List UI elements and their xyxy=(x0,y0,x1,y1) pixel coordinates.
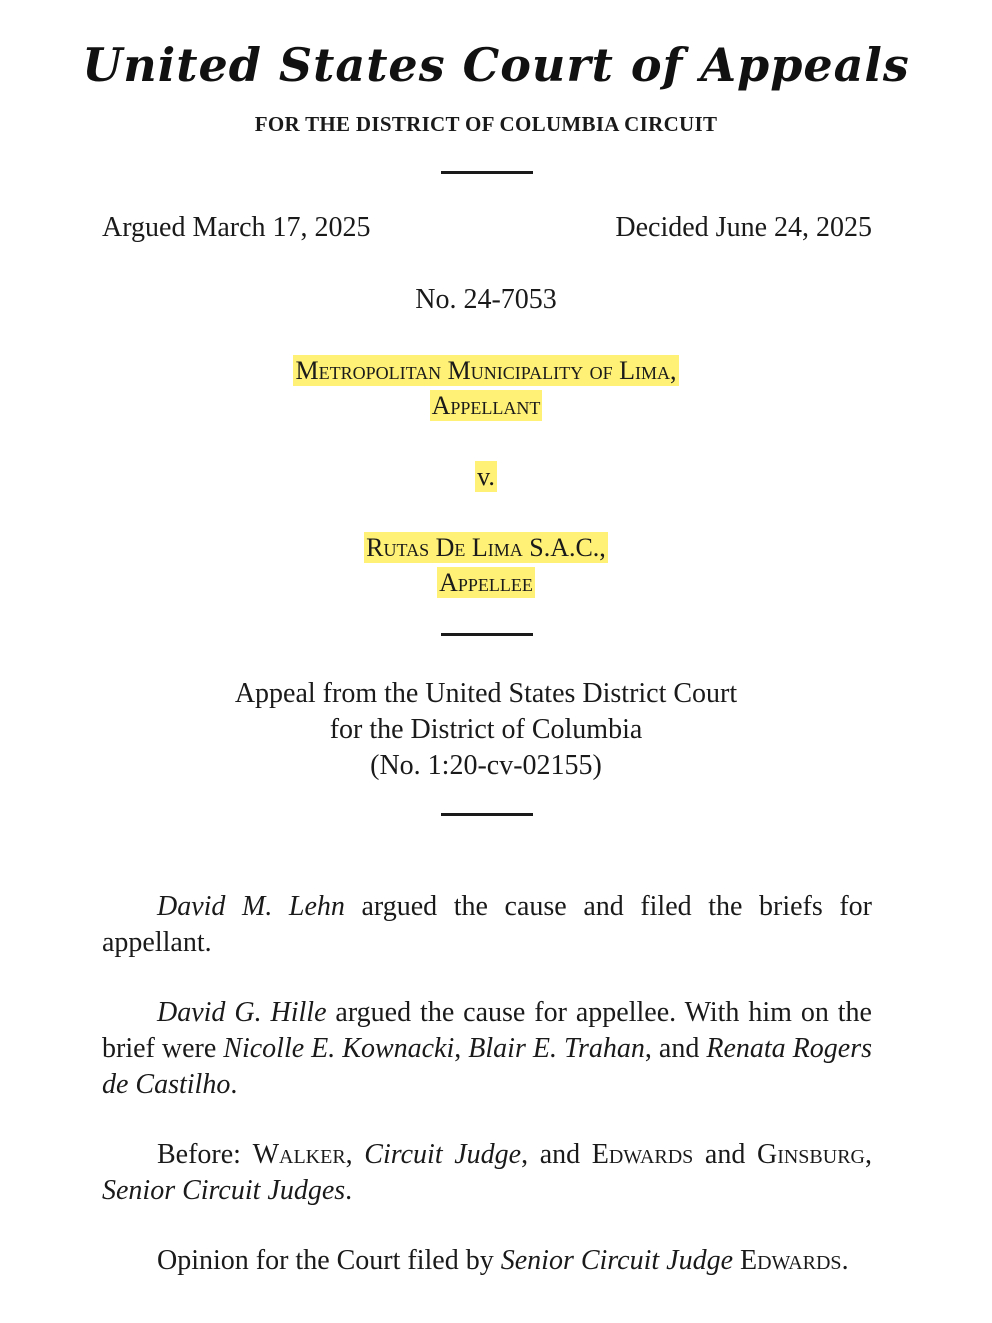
judge-title: Senior Circuit Judges xyxy=(102,1175,346,1206)
attorney-name: Nicolle E. Kownacki xyxy=(223,1033,455,1064)
separator xyxy=(733,1245,740,1276)
versus-line xyxy=(0,462,972,492)
appellee-name-line xyxy=(0,533,972,563)
paragraph-text: argued the cause and filed the briefs for appellant. xyxy=(102,891,872,958)
court-title: United States Court of Appeals xyxy=(82,38,910,92)
separator: , and xyxy=(644,1033,707,1064)
judge-name: Ginsburg xyxy=(756,1139,865,1170)
separator: , xyxy=(865,1139,872,1170)
appellant-name-line xyxy=(0,356,972,386)
appellant-counsel-paragraph xyxy=(102,889,872,961)
decided-date: Decided June 24, 2025 xyxy=(615,212,872,243)
appeal-source xyxy=(0,676,972,784)
appellee-name: Rutas De Lima S.A.C., xyxy=(366,533,606,562)
judge-name: Edwards xyxy=(740,1245,842,1276)
attorney-name: David G. Hille xyxy=(157,997,327,1028)
attorney-name: David M. Lehn xyxy=(157,891,345,922)
case-number: No. 24-7053 xyxy=(415,284,557,315)
appeal-line-3: (No. 1:20-cv-02155) xyxy=(370,750,602,781)
appellant-role: Appellant xyxy=(431,391,541,420)
circuit-subtitle: FOR THE DISTRICT OF COLUMBIA CIRCUIT xyxy=(254,112,718,136)
opinion-paragraph xyxy=(102,1243,872,1279)
paragraph-text: argued the cause for appellee. With him on the brief were xyxy=(102,997,872,1064)
separator: and xyxy=(693,1139,757,1170)
separator: . xyxy=(230,1069,238,1100)
attorney-name: Blair E. Trahan xyxy=(468,1033,645,1064)
judge-title: Senior Circuit Judge xyxy=(500,1245,733,1276)
separator: , xyxy=(345,1139,365,1170)
divider-rule xyxy=(441,813,533,816)
appellant-name: Metropolitan Municipality of Lima, xyxy=(295,356,677,385)
appellee-role-line xyxy=(0,568,972,598)
judge-name: Edwards xyxy=(591,1139,694,1170)
divider-rule xyxy=(441,171,533,174)
appeal-line-2: for the District of Columbia xyxy=(329,714,643,745)
judge-title: Circuit Judge xyxy=(364,1139,522,1170)
appellee-role: Appellee xyxy=(439,568,533,597)
separator: . xyxy=(841,1245,849,1276)
argued-date: Argued March 17, 2025 xyxy=(102,212,371,243)
appellee-counsel-paragraph xyxy=(102,995,872,1103)
separator: , xyxy=(454,1033,469,1064)
appeal-line-1: Appeal from the United States District Court xyxy=(234,678,738,709)
panel-paragraph xyxy=(102,1137,872,1209)
paragraph-text: Before: xyxy=(157,1139,253,1170)
separator: . xyxy=(345,1175,353,1206)
judge-name: Walker xyxy=(252,1139,346,1170)
divider-rule xyxy=(441,633,533,636)
appellant-role-line xyxy=(0,391,972,421)
attorney-name: Renata Rogers de Castilho xyxy=(102,1033,872,1100)
versus: v. xyxy=(477,462,495,491)
paragraph-text: Opinion for the Court filed by xyxy=(157,1245,501,1276)
separator: , and xyxy=(521,1139,592,1170)
